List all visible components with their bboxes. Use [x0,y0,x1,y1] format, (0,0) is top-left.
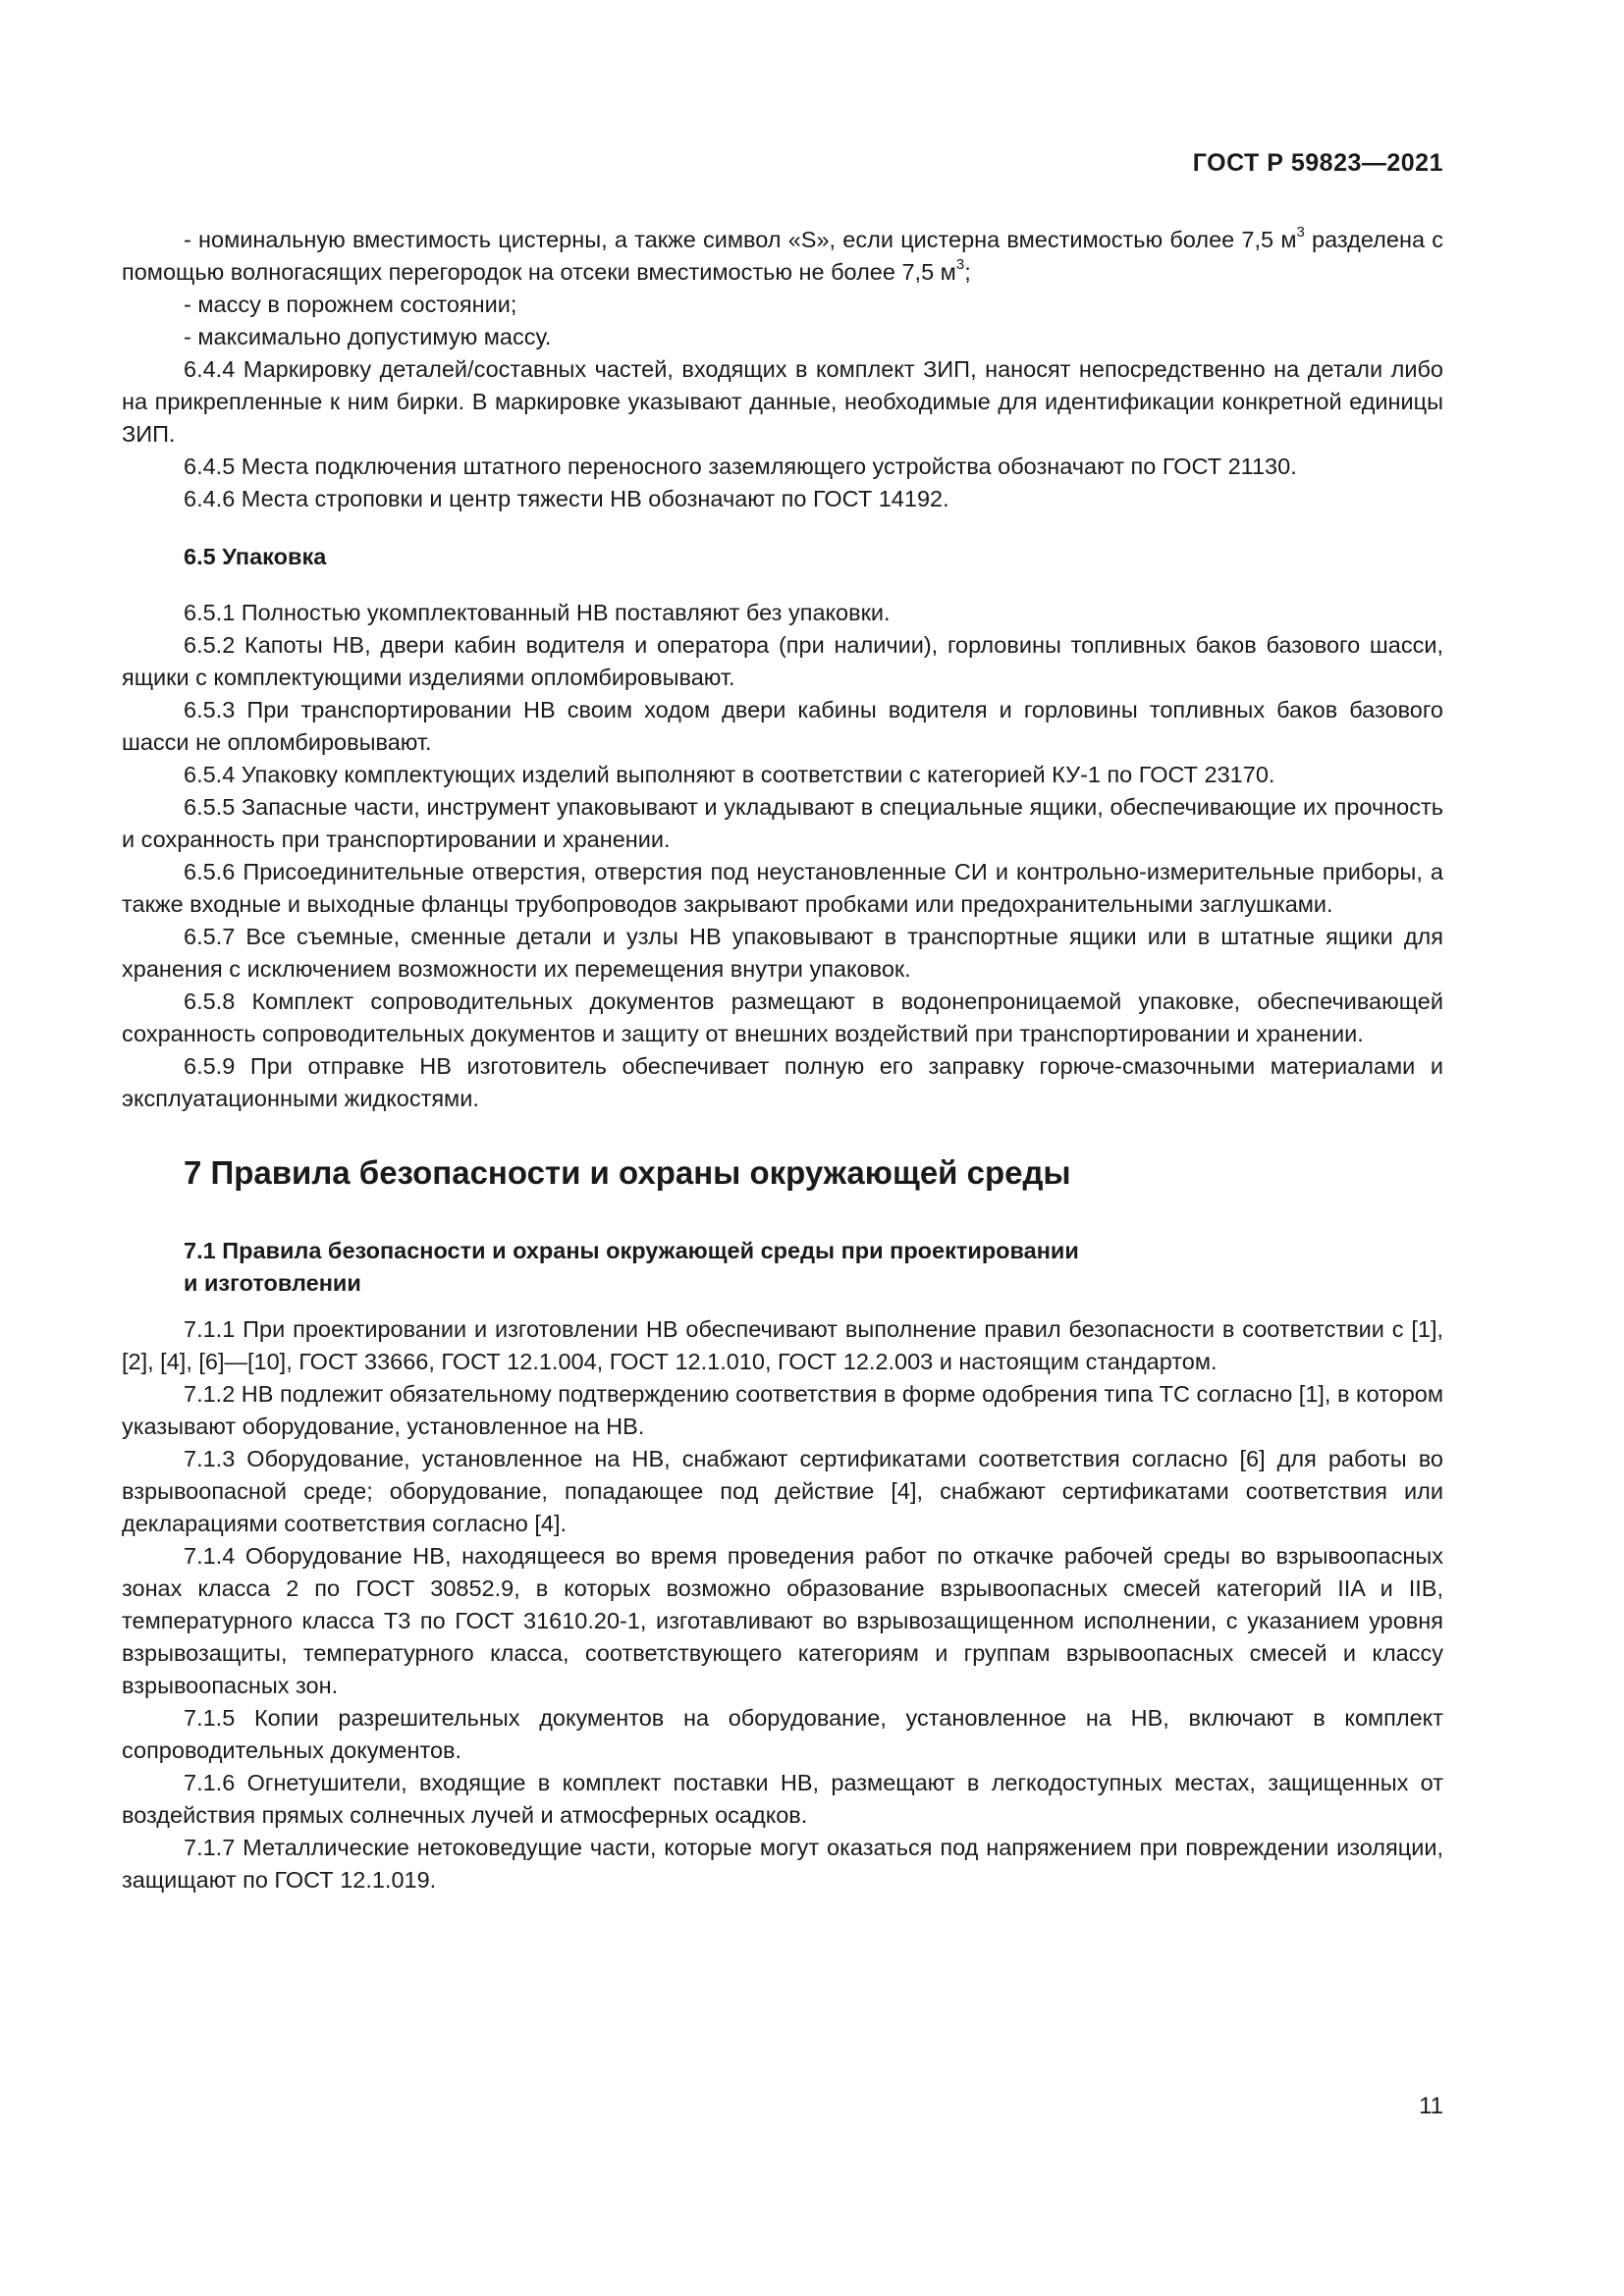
page-content [122,224,1443,1896]
paragraph-6-5-5: 6.5.5 Запасные части, инструмент упаковывают и укладывают в специальные ящики, обеспечивающие их прочность и сохранность при транспортировании и хранении. [122,794,1443,852]
paragraph-7-1-1: 7.1.1 При проектировании и изготовлении НВ обеспечивают выполнение правил безопасности в соответствии с [1], [2], [4], [6]—[10], ГОСТ 33666, ГОСТ 12.1.004, ГОСТ 12.1.010, ГОСТ 12.2.003 и настоящим стандартом. [122,1316,1443,1374]
paragraph-6-4-5: 6.4.5 Места подключения штатного переносного заземляющего устройства обозначают по ГОСТ 21130. [184,454,1297,479]
paragraph-7-1-3: 7.1.3 Оборудование, установленное на НВ, снабжают сертификатами соответствия согласно [6] для работы во взрывоопасной среде; оборудование, попадающее под действие [4], снабжают сертификатами соответствия или декларациями соответствия согласно [4]. [122,1446,1443,1536]
list-item: - максимально допустимую массу. [184,324,552,349]
section-heading-6-5: 6.5 Упаковка [184,544,327,569]
paragraph-7-1-6: 7.1.6 Огнетушители, входящие в комплект поставки НВ, размещают в легкодоступных местах, защищенных от воздействия прямых солнечных лучей и атмосферных осадков. [122,1770,1443,1828]
paragraph-6-4-4: 6.4.4 Маркировку деталей/составных частей, входящих в комплект ЗИП, наносят непосредственно на детали либо на прикрепленные к ним бирки. В маркировке указывают данные, необходимые для идентификации конкретной единицы ЗИП. [122,356,1443,447]
paragraph-7-1-7: 7.1.7 Металлические нетоковедущие части, которые могут оказаться под напряжением при повреждении изоляции, защищают по ГОСТ 12.1.019. [122,1835,1443,1893]
paragraph-6-5-9: 6.5.9 При отправке НВ изготовитель обеспечивает полную его заправку горюче-смазочными материалами и эксплуатационными жидкостями. [122,1053,1443,1111]
subsection-heading-line: и изготовлении [184,1270,361,1296]
paragraph-6-5-3: 6.5.3 При транспортировании НВ своим ходом двери кабины водителя и горловины топливных баков базового шасси не опломбировывают. [122,697,1443,755]
paragraph-6-5-2: 6.5.2 Капоты НВ, двери кабин водителя и оператора (при наличии), горловины топливных баков базового шасси, ящики с комплектующими изделиями опломбировывают. [122,632,1443,690]
list-item: - массу в порожнем состоянии; [184,292,517,317]
paragraph-6-4-6: 6.4.6 Места строповки и центр тяжести НВ обозначают по ГОСТ 14192. [184,486,949,511]
paragraph-6-5-6: 6.5.6 Присоединительные отверстия, отверстия под неустановленные СИ и контрольно-измерительные приборы, а также входные и выходные фланцы трубопроводов закрывают пробками или предохранительными заглушками. [122,859,1443,917]
paragraph-6-5-1: 6.5.1 Полностью укомплектованный НВ поставляют без упаковки. [184,600,891,625]
subsection-heading-line: 7.1 Правила безопасности и охраны окружающей среды при проектировании [184,1238,1079,1263]
paragraph-7-1-5: 7.1.5 Копии разрешительных документов на оборудование, установленное на НВ, включают в комплект сопроводительных документов. [122,1705,1443,1763]
paragraph-6-5-8: 6.5.8 Комплект сопроводительных документов размещают в водонепроницаемой упаковке, обеспечивающей сохранность сопроводительных документов и защиту от внешних воздействий при транспортировании и хранении. [122,988,1443,1046]
list-item: - номинальную вместимость цистерны, а также символ «S», если цистерна вместимостью более 7,5 $м^3$ разделена с помощью волногасящих перегородок на отсеки вместимостью не более 7,5 $м^3$; [122,224,1443,285]
paragraph-6-5-4: 6.5.4 Упаковку комплектующих изделий выполняют в соответствии с категорией КУ-1 по ГОСТ 23170. [184,762,1275,787]
paragraph-6-5-7: 6.5.7 Все съемные, сменные детали и узлы НВ упаковывают в транспортные ящики или в штатные ящики для хранения с исключением возможности их перемещения внутри упаковок. [122,924,1443,982]
section-heading-7: 7 Правила безопасности и охраны окружающей среды [184,1154,1071,1191]
subsection-heading-7-1 [184,1235,1443,1300]
standard-code: ГОСТ Р 59823—2021 [1192,149,1443,177]
page-number: 11 [1419,2093,1443,2119]
paragraph-7-1-2: 7.1.2 НВ подлежит обязательному подтверждению соответствия в форме одобрения типа ТС согласно [1], в котором указывают оборудование, установленное на НВ. [122,1381,1443,1439]
paragraph-7-1-4: 7.1.4 Оборудование НВ, находящееся во время проведения работ по откачке рабочей среды во взрывоопасных зонах класса 2 по ГОСТ 30852.9, в которых возможно образование взрывоопасных смесей категорий IIA и IIB, температурного класса Т3 по ГОСТ 31610.20-1, изготавливают во взрывозащищенном исполнении, с указанием уровня взрывозащиты, температурного класса, соответствующего категориям и группам взрывоопасных смесей и классу взрывоопасных зон. [122,1543,1443,1698]
